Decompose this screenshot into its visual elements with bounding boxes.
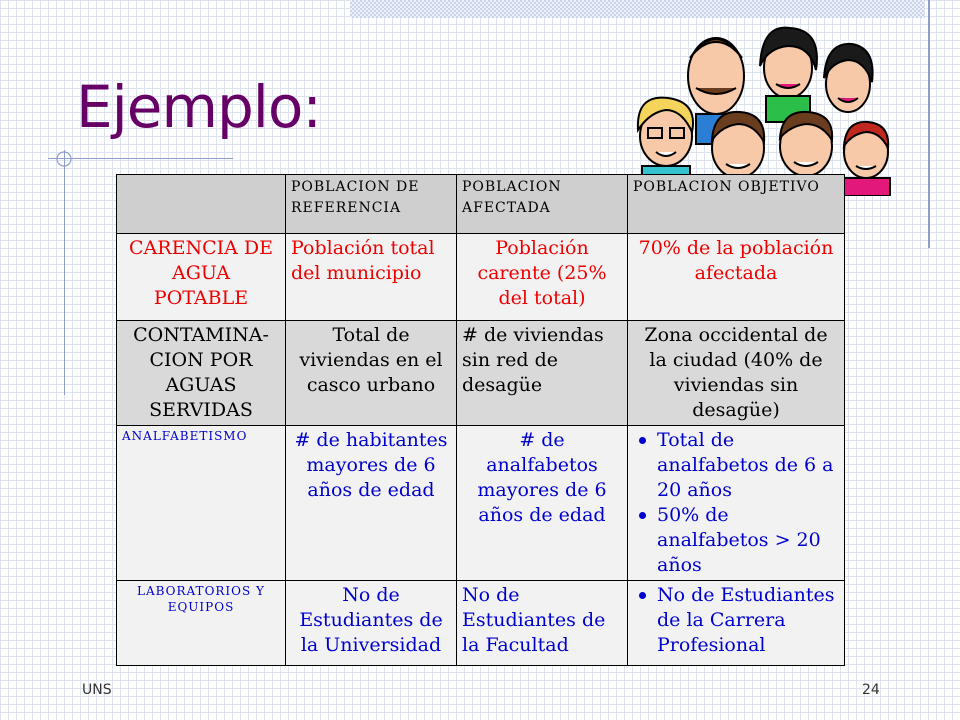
page-number: 24 <box>862 682 880 698</box>
problem-cell: ANALFABETISMO <box>117 426 286 581</box>
table-row <box>117 581 845 666</box>
left-vertical-rule <box>64 150 65 395</box>
afectada-cell: No de Estudiantes de la Facultad <box>457 581 628 666</box>
problem-cell: LABORATORIOS Y EQUIPOS <box>117 581 286 666</box>
header-cell-afectada: POBLACION AFECTADA <box>457 175 628 234</box>
objetivo-bullet-list <box>633 428 839 578</box>
table-row <box>117 321 845 426</box>
header-cell-empty <box>117 175 286 234</box>
afectada-cell: Población carente (25% del total) <box>457 234 628 321</box>
list-item: 50% de analfabetos > 20 años <box>657 503 839 578</box>
objetivo-cell <box>628 426 845 581</box>
referencia-cell: Total de viviendas en el casco urbano <box>286 321 457 426</box>
table-row <box>117 426 845 581</box>
referencia-cell: Población total del municipio <box>286 234 457 321</box>
objetivo-cell <box>628 581 845 666</box>
referencia-cell: # de habitantes mayores de 6 años de edad <box>286 426 457 581</box>
table-row <box>117 234 845 321</box>
referencia-cell: No de Estudiantes de la Universidad <box>286 581 457 666</box>
header-cell-referencia: POBLACION DE REFERENCIA <box>286 175 457 234</box>
footer-organization: UNS <box>82 682 112 698</box>
objetivo-cell: Zona occidental de la ciudad (40% de viviendas sin desagüe) <box>628 321 845 426</box>
objetivo-cell: 70% de la población afectada <box>628 234 845 321</box>
problem-cell: CARENCIA DE AGUA POTABLE <box>117 234 286 321</box>
corner-circle-icon <box>52 150 74 172</box>
table-header-row <box>117 175 845 234</box>
problem-cell: CONTAMINA-CION POR AGUAS SERVIDAS <box>117 321 286 426</box>
header-cell-objetivo: POBLACION OBJETIVO <box>628 175 845 234</box>
right-vertical-rule <box>928 0 930 248</box>
top-decoration-band <box>350 0 925 18</box>
list-item: Total de analfabetos de 6 a 20 años <box>657 428 839 503</box>
objetivo-bullet-list <box>633 583 839 658</box>
title-underline-rule <box>48 158 233 159</box>
list-item: No de Estudiantes de la Carrera Profesional <box>657 583 839 658</box>
afectada-cell: # de analfabetos mayores de 6 años de edad <box>457 426 628 581</box>
population-table <box>116 174 845 666</box>
afectada-cell: # de viviendas sin red de desagüe <box>457 321 628 426</box>
group-of-people-icon <box>626 18 898 196</box>
slide-title: Ejemplo: <box>76 73 321 141</box>
